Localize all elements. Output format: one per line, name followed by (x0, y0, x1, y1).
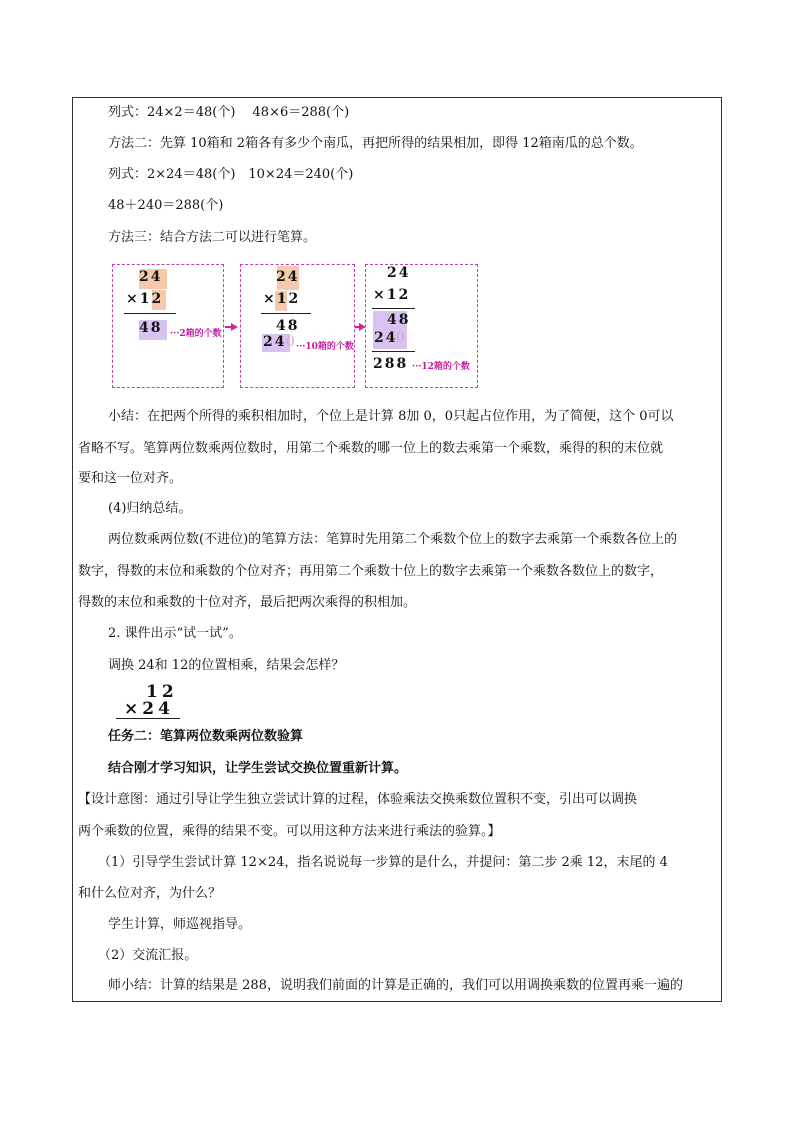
text-line: 和什么位对齐，为什么？ (78, 886, 222, 901)
trial-top: 12 (146, 682, 178, 702)
text-line: 方法二：先算 10箱和 2箱各有多少个南瓜，再把所得的结果相加，即得 12箱南瓜的总个数。 (108, 136, 643, 151)
calc-top: 24 (387, 265, 411, 281)
calc-partial-2: 24 (374, 330, 398, 346)
calc-partial-2: 24 (263, 334, 287, 350)
calc-rule (261, 313, 311, 314)
text-line: 数字，得数的末位和乘数的个位对齐；再用第二个乘数十位上的数字去乘第一个乘数各数位上的数字， (78, 564, 664, 579)
text-line: 列式：24×2＝48(个) 48×6＝288(个) (108, 105, 350, 120)
text-line: (4)归纳总结。 (108, 501, 192, 516)
text-line: 小结：在把两个所得的乘积相加时，个位上是计算 8加 0，0只起占位作用，为了简便，这个 0可以 (108, 409, 674, 424)
text-line: 48＋240＝288(个) (108, 198, 224, 213)
calc-note: ···10箱的个数 (296, 342, 354, 352)
calc-partial-1: 48 (139, 320, 167, 340)
text-line: 列式：2×24＝48(个) 10×24＝240(个) (108, 167, 354, 182)
text-line: 2. 课件出示“试一试”。 (108, 626, 242, 641)
calc-rule (124, 313, 176, 314)
calc-rule (372, 351, 415, 352)
text-line: 省略不写。笔算两位数乘两位数时，用第二个乘数的哪一位上的数去乘第一个乘数，乘得的积的末位就 (78, 441, 664, 456)
calc-top: 24 (276, 269, 300, 285)
calc-note: ···12箱的个数 (412, 362, 470, 372)
text-line: （1）引导学生尝试计算 12×24，指名说说每一步算的是什么，并提问：第二步 2乘 12，末尾的 4 (98, 855, 668, 870)
text-line: 【设计意图：通过引导让学生独立尝试计算的过程，体验乘法交换乘数位置积不变，引出可以调换 (78, 792, 638, 807)
trial-multiplier: ×24 (124, 699, 174, 719)
text-line: 方法三：结合方法二可以进行笔算。 (108, 230, 317, 245)
text-line: 结合刚才学习知识，让学生尝试交换位置重新计算。 (108, 761, 408, 776)
text-line: 师小结：计算的结果是 288，说明我们前面的计算是正确的，我们可以用调换乘数的位置再乘一遍的 (108, 978, 683, 993)
text-line: 两位数乘两位数(不进位)的笔算方法：笔算时先用第二个乘数个位上的数字去乘第一个乘数各位上的 (108, 532, 678, 547)
text-line: 两个乘数的位置，乘得的结果不变。可以用这种方法来进行乘法的验算。】 (78, 824, 501, 839)
calc-partial-1: 48 (276, 318, 300, 334)
section-heading: 任务二：笔算两位数乘两位数验算 (108, 729, 304, 744)
text-line: 调换 24和 12的位置相乘，结果会怎样？ (108, 658, 345, 673)
calc-note: ···2箱的个数 (170, 329, 222, 339)
calc-sum: 288 (373, 356, 409, 372)
text-line: （2）交流汇报。 (98, 948, 198, 963)
calc-multiplier: ×12 (373, 287, 411, 303)
calc-rule (372, 308, 415, 309)
calc-top: 24 (139, 269, 167, 289)
calc-multiplier-overlay: ×12 (126, 291, 164, 307)
placeholder-zero: 0 (396, 330, 407, 346)
placeholder-zero: 0 (286, 334, 297, 350)
calc-partial-1: 48 (387, 312, 411, 328)
trial-rule (116, 718, 180, 719)
text-line: 要和这一位对齐。 (78, 471, 183, 486)
arrow-right-icon (231, 323, 238, 331)
text-line: 得数的末位和乘数的十位对齐，最后把两次乘得的积相加。 (78, 595, 417, 610)
calc-multiplier: ×12 (263, 291, 301, 307)
text-line: 学生计算，师巡视指导。 (108, 917, 252, 932)
